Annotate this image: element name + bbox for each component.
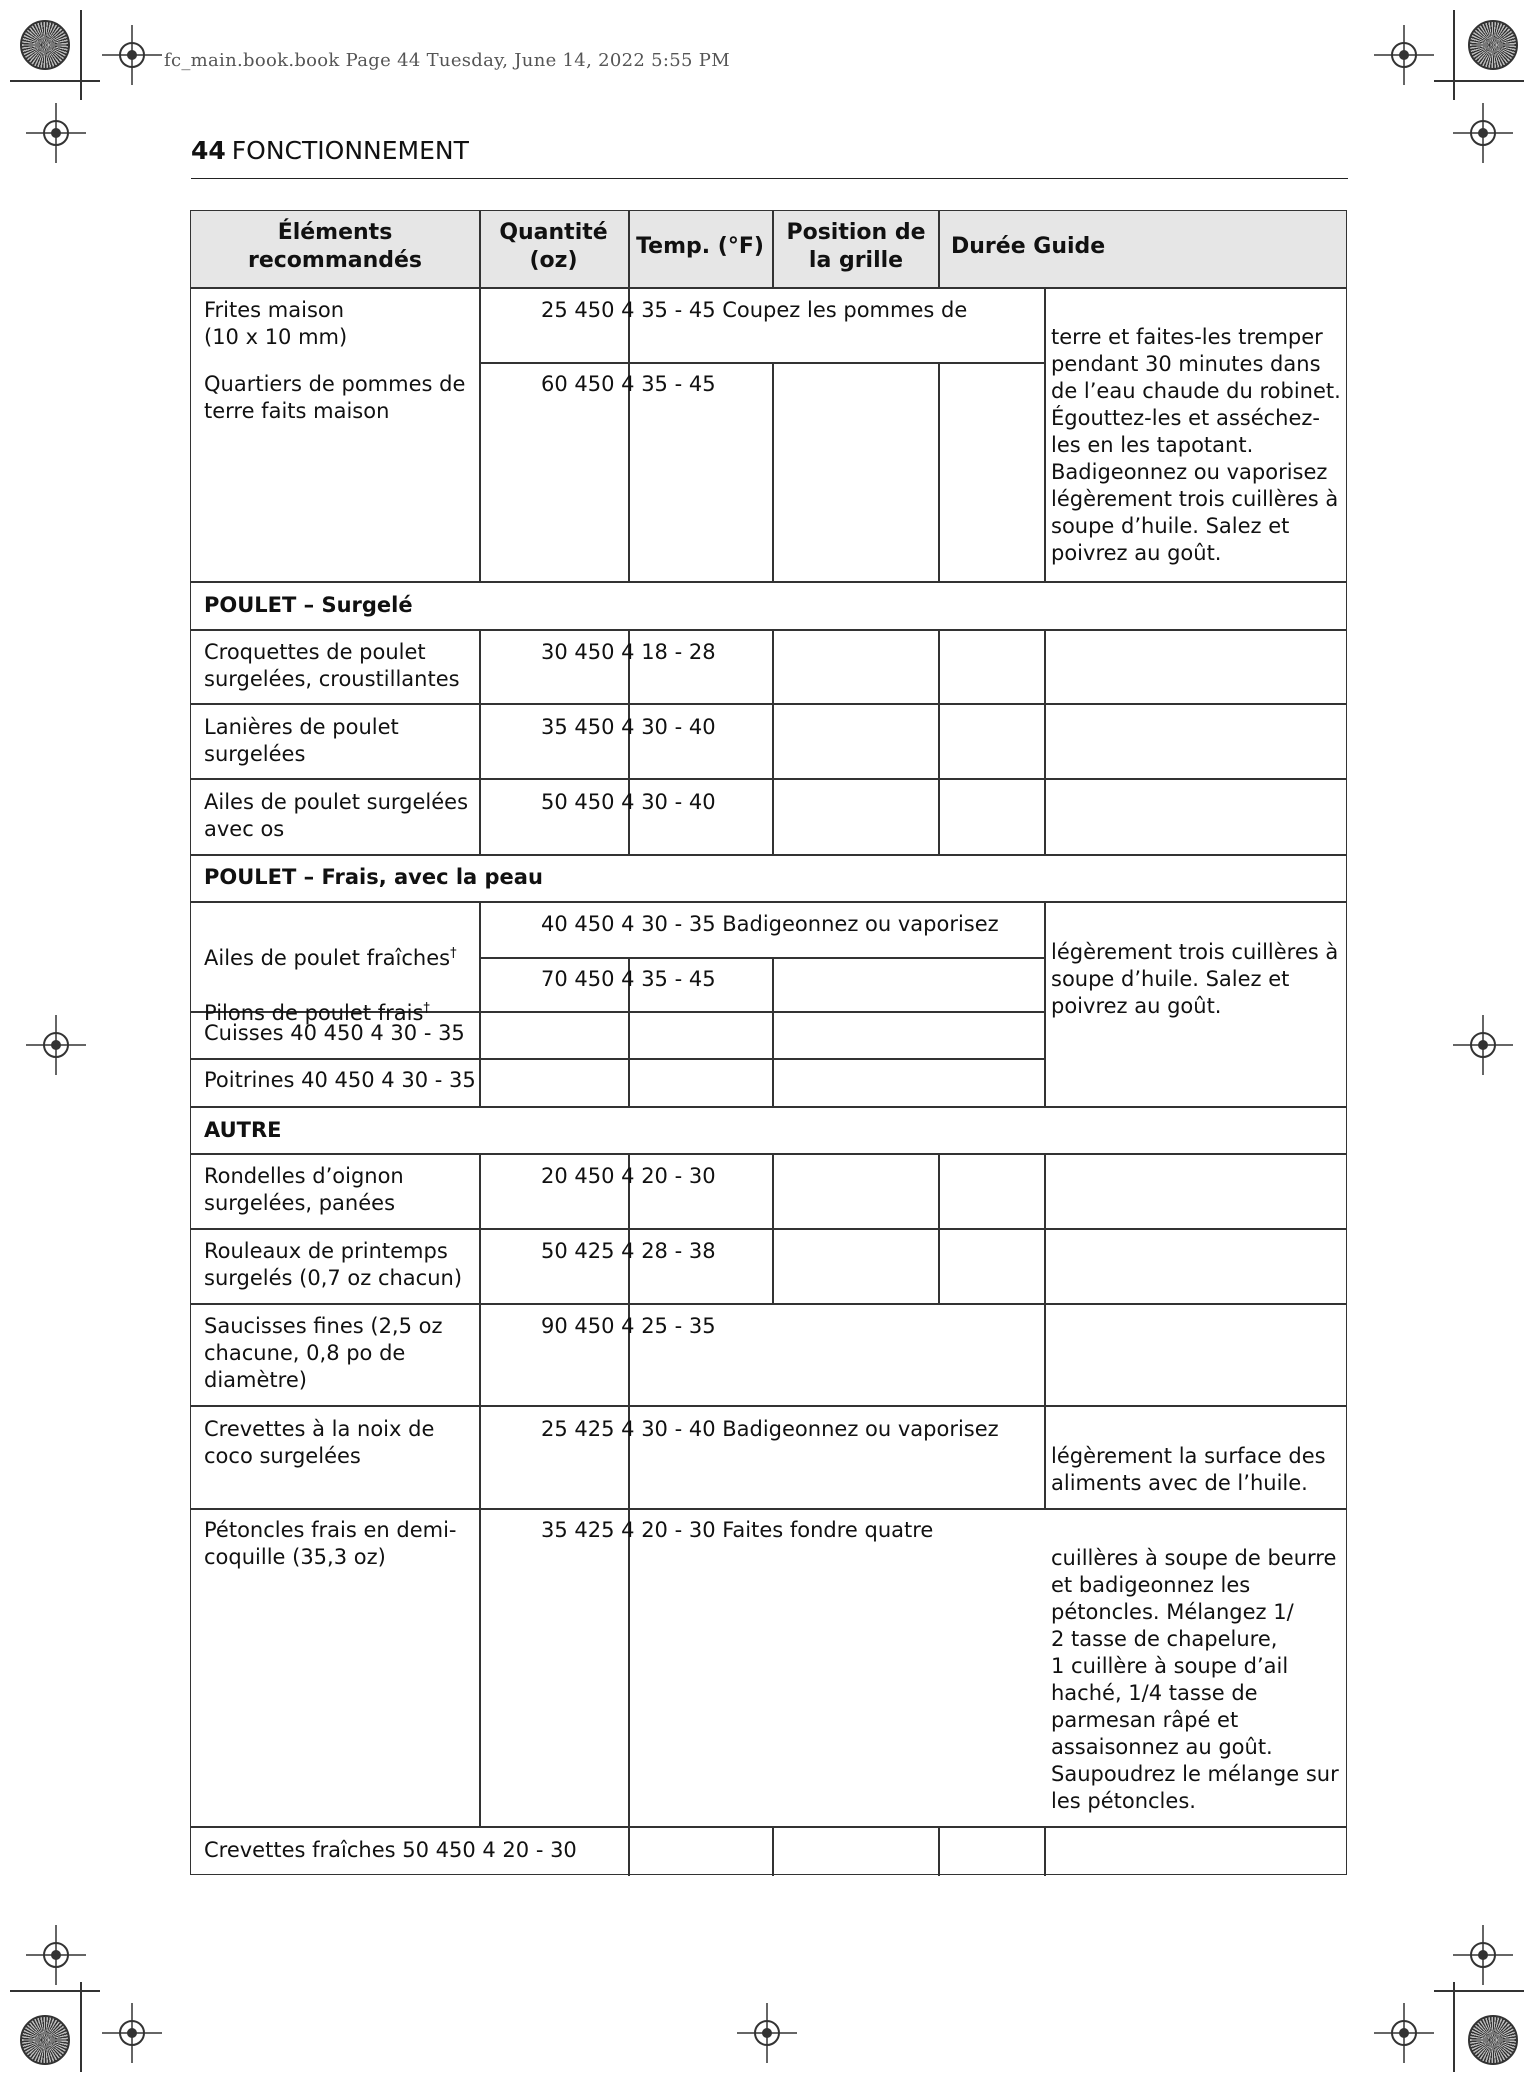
crop-line bbox=[80, 10, 82, 100]
values-rouleaux: 50 425 4 28 - 38 bbox=[541, 1239, 716, 1263]
row-divider bbox=[191, 703, 1346, 705]
column-divider bbox=[1044, 1153, 1046, 1508]
column-divider bbox=[938, 1153, 940, 1303]
file-slug: fc_main.book.book Page 44 Tuesday, June 14, 2022 5:55 PM bbox=[164, 50, 730, 71]
header-position: Position de la grille bbox=[786, 220, 926, 273]
item-ailes-fraiches bbox=[204, 913, 457, 972]
values-saucisses: 90 450 4 25 - 35 bbox=[541, 1314, 716, 1338]
page-title bbox=[191, 136, 469, 165]
column-divider bbox=[938, 629, 940, 854]
item-croquettes: Croquettes de poulet surgelées, croustillantes bbox=[204, 640, 460, 691]
item-rouleaux: Rouleaux de printemps surgelés (0,7 oz chacun) bbox=[204, 1239, 463, 1290]
heading-rule bbox=[191, 178, 1348, 179]
crop-line bbox=[10, 80, 100, 82]
row-divider bbox=[191, 287, 1346, 289]
row-divider bbox=[191, 629, 1346, 631]
crosshair-icon bbox=[102, 25, 162, 85]
row-divider bbox=[191, 1508, 1346, 1510]
row-divider bbox=[191, 1058, 1044, 1060]
header-quantite: Quantité (oz) bbox=[499, 220, 608, 273]
registration-disc-icon bbox=[1468, 2015, 1518, 2065]
values-rondelles: 20 450 4 20 - 30 bbox=[541, 1164, 716, 1188]
page-number: 44 bbox=[191, 136, 226, 165]
column-divider bbox=[772, 211, 774, 287]
row-poitrines: Poitrines 40 450 4 30 - 35 bbox=[204, 1068, 476, 1092]
column-divider bbox=[479, 211, 481, 581]
crop-line bbox=[1453, 1982, 1455, 2072]
column-divider bbox=[938, 362, 940, 581]
column-divider bbox=[938, 211, 940, 287]
item-frites: Frites maison (10 x 10 mm) bbox=[204, 298, 348, 349]
crosshair-icon bbox=[1374, 25, 1434, 85]
dagger-mark: † bbox=[450, 946, 457, 961]
values-frites: 25 450 4 35 - 45 Coupez les pommes de bbox=[541, 298, 968, 322]
crosshair-icon bbox=[102, 2003, 162, 2063]
crosshair-icon bbox=[1453, 1925, 1513, 1985]
crop-line bbox=[1453, 10, 1455, 100]
column-divider bbox=[772, 362, 774, 581]
crop-line bbox=[1434, 1990, 1524, 1992]
values-petoncles: 35 425 4 20 - 30 Faites fondre quatre bbox=[541, 1518, 934, 1542]
item-ailes-surgelees: Ailes de poulet surgelées avec os bbox=[204, 790, 469, 841]
header-temp: Temp. (°F) bbox=[636, 234, 764, 259]
crosshair-icon bbox=[737, 2003, 797, 2063]
item-rondelles: Rondelles d’oignon surgelées, panées bbox=[204, 1164, 404, 1215]
values-crevettes-coco: 25 425 4 30 - 40 Badigeonnez ou vaporisez bbox=[541, 1417, 999, 1441]
crosshair-icon bbox=[26, 1925, 86, 1985]
cooking-guide-table bbox=[190, 210, 1347, 1875]
item-lanieres: Lanières de poulet surgelées bbox=[204, 715, 399, 766]
row-divider bbox=[479, 362, 1044, 364]
crop-line bbox=[80, 1982, 82, 2072]
column-divider bbox=[772, 957, 774, 1106]
values-ailes-fraiches: 40 450 4 30 - 35 Badigeonnez ou vaporisez bbox=[541, 912, 999, 936]
crop-line bbox=[10, 1990, 100, 1992]
section-title: FONCTIONNEMENT bbox=[231, 136, 469, 165]
registration-disc-icon bbox=[1468, 20, 1518, 70]
column-divider bbox=[772, 1826, 774, 1876]
values-croquettes: 30 450 4 18 - 28 bbox=[541, 640, 716, 664]
values-quartiers: 60 450 4 35 - 45 bbox=[541, 372, 716, 396]
column-divider bbox=[772, 1153, 774, 1303]
header-duree-guide: Durée Guide bbox=[951, 234, 1106, 259]
column-divider bbox=[479, 629, 481, 854]
values-lanieres: 35 450 4 30 - 40 bbox=[541, 715, 716, 739]
row-divider bbox=[479, 957, 1044, 959]
row-divider bbox=[191, 1303, 1346, 1305]
crosshair-icon bbox=[26, 103, 86, 163]
column-divider bbox=[1044, 287, 1046, 581]
section-autre: AUTRE bbox=[204, 1118, 282, 1142]
column-divider bbox=[1044, 901, 1046, 1106]
column-divider bbox=[479, 1153, 481, 1826]
guide-poulet-frais: légèrement trois cuillères à soupe d’huile. Salez et poivrez au goût. bbox=[1051, 940, 1339, 1018]
values-pilons: 70 450 4 35 - 45 bbox=[541, 967, 716, 991]
values-ailes-surgelees: 50 450 4 30 - 40 bbox=[541, 790, 716, 814]
row-divider bbox=[191, 581, 1346, 583]
section-poulet-frais: POULET – Frais, avec la peau bbox=[204, 865, 543, 889]
column-divider bbox=[772, 629, 774, 854]
item-crevettes-coco: Crevettes à la noix de coco surgelées bbox=[204, 1417, 435, 1468]
guide-petoncles: cuillères à soupe de beurre et badigeonnez les pétoncles. Mélangez 1/ 2 tasse de chapelure, 1 cuillère à soupe d’ail haché, 1/4 tasse de parmesan râpé et assaisonnez au goût. Saupoudrez le mélange sur les pétoncles. bbox=[1051, 1546, 1339, 1813]
crop-line bbox=[1434, 80, 1524, 82]
item-pilons-label: Pilons de poulet frais bbox=[204, 1001, 424, 1025]
crosshair-icon bbox=[26, 1015, 86, 1075]
row-divider bbox=[191, 1228, 1346, 1230]
crosshair-icon bbox=[1453, 1015, 1513, 1075]
row-divider bbox=[191, 1153, 1346, 1155]
row-crevettes-fraiches: Crevettes fraîches 50 450 4 20 - 30 bbox=[204, 1838, 577, 1862]
column-divider bbox=[1044, 629, 1046, 854]
column-divider bbox=[479, 901, 481, 1106]
row-divider bbox=[191, 901, 1346, 903]
item-petoncles: Pétoncles frais en demi- coquille (35,3 oz) bbox=[204, 1518, 457, 1569]
row-divider bbox=[191, 854, 1346, 856]
dagger-mark: † bbox=[423, 1001, 430, 1016]
item-pilons bbox=[204, 968, 430, 1027]
item-ailes-fraiches-label: Ailes de poulet fraîches bbox=[204, 946, 451, 970]
item-quartiers: Quartiers de pommes de terre faits maison bbox=[204, 372, 466, 423]
section-poulet-surgele: POULET – Surgelé bbox=[204, 593, 413, 617]
guide-pommes: terre et faites-les tremper pendant 30 minutes dans de l’eau chaude du robinet. Égouttez-les et asséchez- les en les tapotant. Badigeonnez ou vaporisez légèrement trois cuillères à soupe d’huile. Salez et poivrez au goût. bbox=[1051, 325, 1341, 565]
row-divider bbox=[191, 778, 1346, 780]
header-elements: Éléments recommandés bbox=[247, 220, 423, 273]
row-cuisses: Cuisses 40 450 4 30 - 35 bbox=[204, 1021, 465, 1045]
column-divider bbox=[938, 1826, 940, 1876]
guide-crevettes-coco: légèrement la surface des aliments avec de l’huile. bbox=[1051, 1444, 1326, 1495]
item-saucisses: Saucisses fines (2,5 oz chacune, 0,8 po de diamètre) bbox=[204, 1314, 443, 1392]
row-divider bbox=[191, 1106, 1346, 1108]
registration-disc-icon bbox=[20, 2015, 70, 2065]
registration-disc-icon bbox=[20, 20, 70, 70]
column-divider bbox=[1044, 1826, 1046, 1876]
row-divider bbox=[191, 1405, 1346, 1407]
crosshair-icon bbox=[1374, 2003, 1434, 2063]
row-divider bbox=[191, 1826, 1346, 1828]
crosshair-icon bbox=[1453, 103, 1513, 163]
